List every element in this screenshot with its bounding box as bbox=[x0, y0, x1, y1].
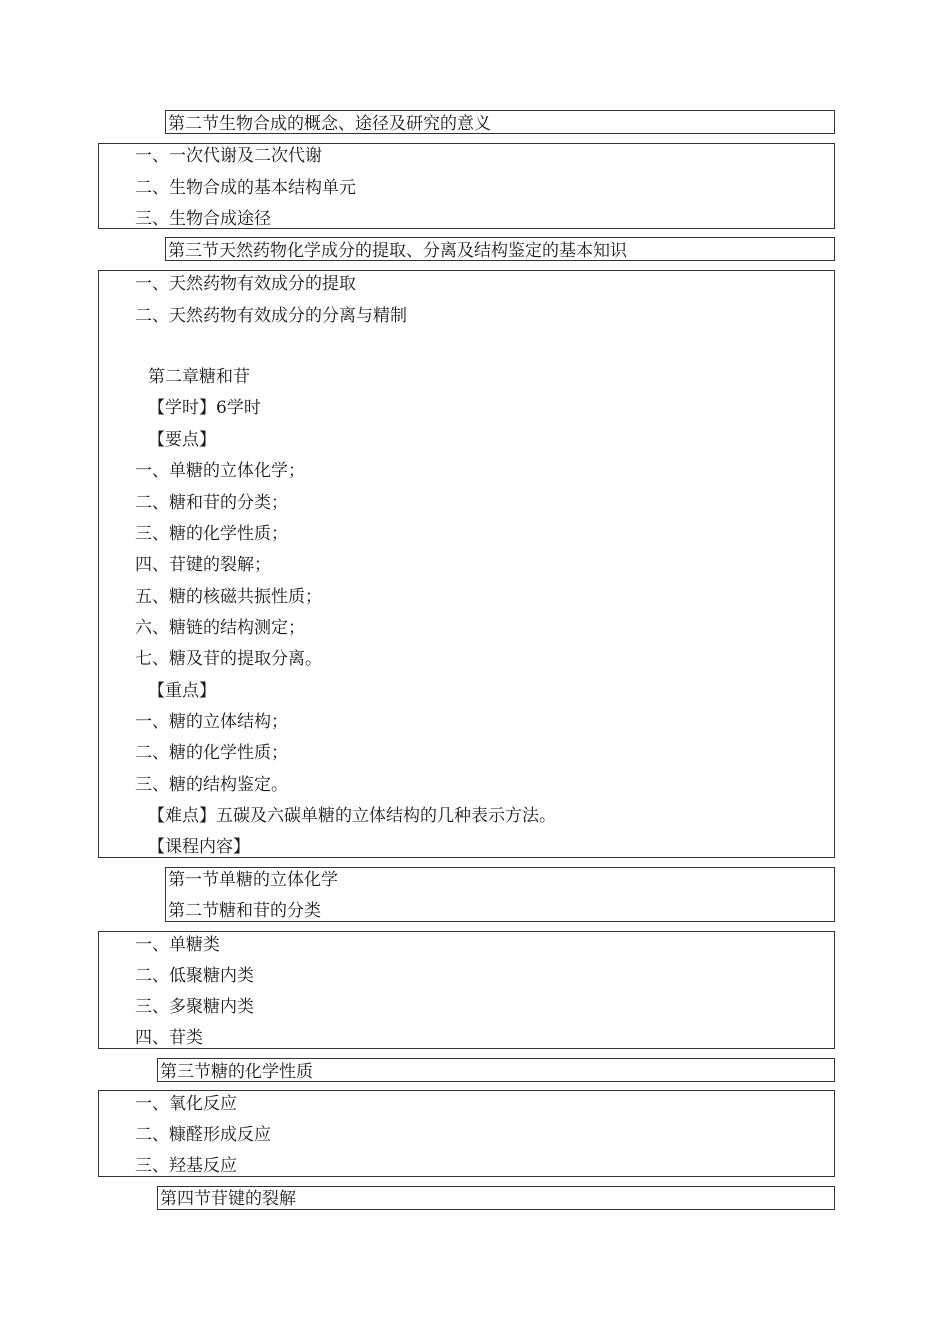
list-item: 二、糠醛形成反应 bbox=[135, 1125, 271, 1145]
list-item: 一、单糖类 bbox=[135, 935, 220, 955]
list-item: 二、低聚糖内类 bbox=[135, 966, 254, 986]
chapter-title: 第二章糖和苷 bbox=[148, 367, 250, 387]
section-heading: 第三节天然药物化学成分的提取、分离及结构鉴定的基本知识 bbox=[168, 241, 627, 261]
list-item: 二、天然药物有效成分的分离与精制 bbox=[135, 306, 407, 326]
course-content-heading: 【课程内容】 bbox=[148, 837, 250, 857]
list-item: 一、氧化反应 bbox=[135, 1094, 237, 1114]
list-item: 一、糖的立体结构； bbox=[135, 712, 288, 732]
list-item: 四、苷键的裂解； bbox=[135, 555, 271, 575]
list-item: 二、糖的化学性质； bbox=[135, 743, 288, 763]
list-item: 三、羟基反应 bbox=[135, 1156, 237, 1176]
section-heading: 第四节苷键的裂解 bbox=[160, 1189, 296, 1209]
list-item: 三、糖的结构鉴定。 bbox=[135, 775, 288, 795]
list-item: 一、天然药物有效成分的提取 bbox=[135, 274, 356, 294]
hours-label: 【学时】6学时 bbox=[148, 398, 261, 418]
difficulty-line: 【难点】五碳及六碳单糖的立体结构的几种表示方法。 bbox=[148, 806, 556, 826]
section-heading: 第二节糖和苷的分类 bbox=[168, 901, 321, 921]
list-item: 四、苷类 bbox=[135, 1028, 203, 1048]
list-item: 一、一次代谢及二次代谢 bbox=[135, 146, 322, 166]
key-points-heading: 【要点】 bbox=[148, 430, 216, 450]
list-item: 七、糖及苷的提取分离。 bbox=[135, 649, 322, 669]
focus-heading: 【重点】 bbox=[148, 681, 216, 701]
list-item: 一、单糖的立体化学； bbox=[135, 461, 305, 481]
list-item: 二、糖和苷的分类； bbox=[135, 493, 288, 513]
list-item: 三、糖的化学性质； bbox=[135, 524, 288, 544]
list-item: 五、糖的核磁共振性质； bbox=[135, 587, 322, 607]
section-heading: 第三节糖的化学性质 bbox=[160, 1062, 313, 1082]
list-item: 二、生物合成的基本结构单元 bbox=[135, 178, 356, 198]
section-heading: 第一节单糖的立体化学 bbox=[168, 870, 338, 890]
list-item: 三、生物合成途径 bbox=[135, 209, 271, 229]
list-item: 六、糖链的结构测定； bbox=[135, 618, 305, 638]
section-heading: 第二节生物合成的概念、途径及研究的意义 bbox=[168, 114, 491, 134]
list-item: 三、多聚糖内类 bbox=[135, 997, 254, 1017]
